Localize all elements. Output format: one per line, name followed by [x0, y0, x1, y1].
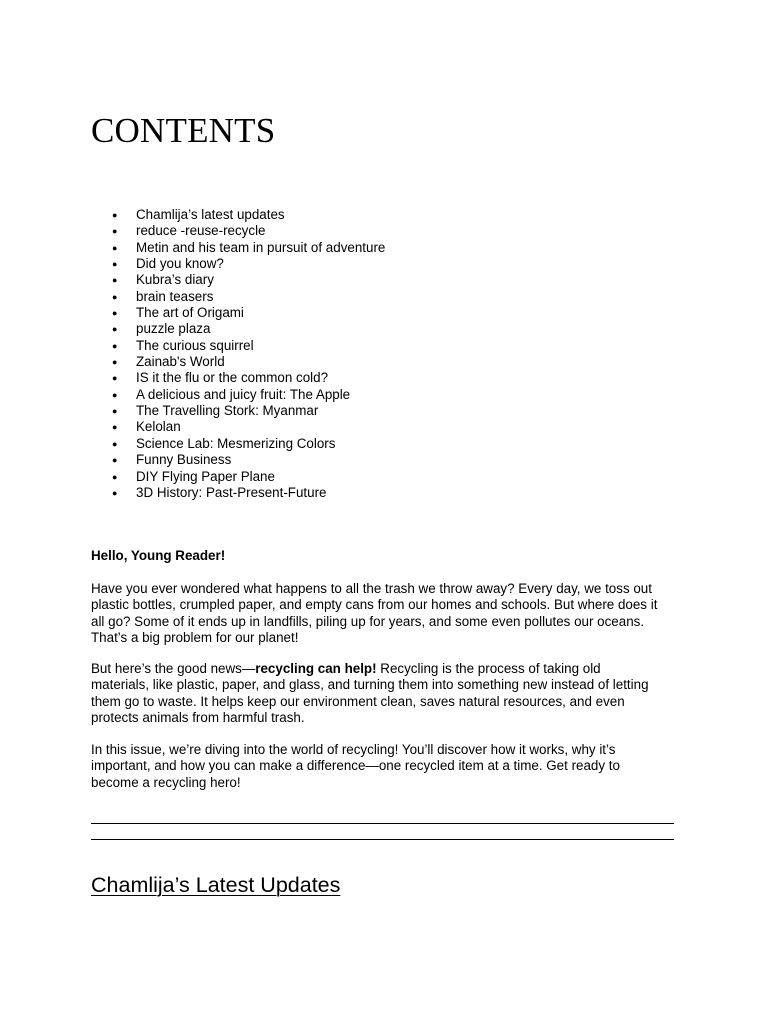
bullet-icon: ● — [112, 373, 118, 384]
toc-item-label: The curious squirrel — [136, 337, 254, 353]
paragraph-line: materials, like plastic, paper, and glass, and turning them into something new instead of letting — [91, 677, 649, 693]
bullet-icon: ● — [112, 308, 118, 319]
paragraph-line: protects animals from harmful trash. — [91, 709, 305, 725]
toc-item — [91, 321, 651, 337]
toc-item — [91, 403, 651, 419]
bullet-icon: ● — [112, 455, 118, 466]
bullet-icon: ● — [112, 340, 118, 351]
toc-item-label: Did you know? — [136, 256, 224, 272]
toc-item-label: puzzle plaza — [136, 321, 211, 337]
bullet-icon: ● — [112, 226, 118, 237]
bullet-icon: ● — [112, 422, 118, 433]
bullet-icon: ● — [112, 259, 118, 270]
toc-item-label: brain teasers — [136, 288, 214, 304]
toc-item — [91, 223, 651, 239]
bullet-icon: ● — [112, 242, 118, 253]
toc-item — [91, 240, 651, 256]
toc-item-label: DIY Flying Paper Plane — [136, 468, 275, 484]
bullet-icon: ● — [112, 291, 118, 302]
toc-item-label: The Travelling Stork: Myanmar — [136, 403, 319, 419]
paragraph-line: become a recycling hero! — [91, 774, 241, 790]
recycling-paragraph — [91, 661, 681, 726]
section-heading: Chamlija’s Latest Updates — [91, 873, 341, 897]
bullet-icon: ● — [112, 471, 118, 482]
toc-item — [91, 469, 651, 485]
toc-item-label: Chamlija’s latest updates — [136, 207, 285, 222]
paragraph-line: Have you ever wondered what happens to all the trash we throw away? Every day, we toss out — [91, 581, 652, 596]
contents-title: CONTENTS — [91, 111, 276, 150]
toc-item-label: Kubra’s diary — [136, 272, 214, 288]
toc-item-label: The art of Origami — [136, 305, 244, 321]
toc-item — [91, 419, 651, 435]
bullet-icon: ● — [112, 389, 118, 400]
table-of-contents — [91, 207, 651, 501]
issue-paragraph — [91, 742, 681, 791]
divider-line — [91, 823, 674, 824]
toc-item — [91, 272, 651, 288]
toc-item-label: reduce -reuse-recycle — [136, 223, 266, 239]
paragraph-continuation: Recycling is the process of taking old — [376, 661, 601, 676]
recycling-emphasis: recycling can help! — [255, 661, 377, 676]
toc-item-label: Zainab's World — [136, 354, 225, 370]
bullet-icon: ● — [112, 406, 118, 417]
bullet-icon: ● — [112, 324, 118, 335]
toc-item — [91, 436, 651, 452]
toc-item-label: 3D History: Past-Present-Future — [136, 484, 327, 500]
toc-item-label: Funny Business — [136, 452, 232, 468]
paragraph-lead: But here’s the good news— — [91, 661, 256, 676]
toc-item — [91, 338, 651, 354]
toc-item — [91, 305, 651, 321]
toc-item — [91, 256, 651, 272]
toc-item — [91, 289, 651, 305]
intro-paragraph — [91, 581, 681, 646]
paragraph-line: That’s a big problem for our planet! — [91, 629, 299, 645]
toc-item-label: Kelolan — [136, 419, 181, 435]
paragraph-line: plastic bottles, crumpled paper, and empty cans from our homes and schools. But where does it — [91, 597, 658, 613]
bullet-icon: ● — [112, 357, 118, 368]
paragraph-line: them go to waste. It helps keep our environment clean, saves natural resources, and even — [91, 693, 625, 709]
toc-item — [91, 207, 651, 223]
paragraph-line: all go? Some of it ends up in landfills, piling up for years, and some even pollutes our oceans. — [91, 613, 645, 629]
greeting: Hello, Young Reader! — [91, 548, 226, 563]
toc-item — [91, 370, 651, 386]
bullet-icon: ● — [112, 275, 118, 286]
toc-item — [91, 452, 651, 468]
toc-item-label: Science Lab: Mesmerizing Colors — [136, 435, 336, 451]
paragraph-line: important, and how you can make a difference—one recycled item at a time. Get ready to — [91, 758, 620, 774]
paragraph-line — [91, 661, 681, 677]
toc-item-label: A delicious and juicy fruit: The Apple — [136, 386, 351, 402]
paragraph-line: In this issue, we’re diving into the world of recycling! You’ll discover how it works, why it’s — [91, 742, 616, 757]
divider-line — [91, 839, 674, 840]
toc-item — [91, 387, 651, 403]
bullet-icon: ● — [112, 487, 118, 498]
toc-item-label: IS it the flu or the common cold? — [136, 370, 329, 386]
bullet-icon: ● — [112, 438, 118, 449]
toc-item-label: Metin and his team in pursuit of adventure — [136, 239, 386, 255]
toc-item — [91, 354, 651, 370]
toc-item — [91, 485, 651, 501]
bullet-icon: ● — [112, 210, 118, 220]
